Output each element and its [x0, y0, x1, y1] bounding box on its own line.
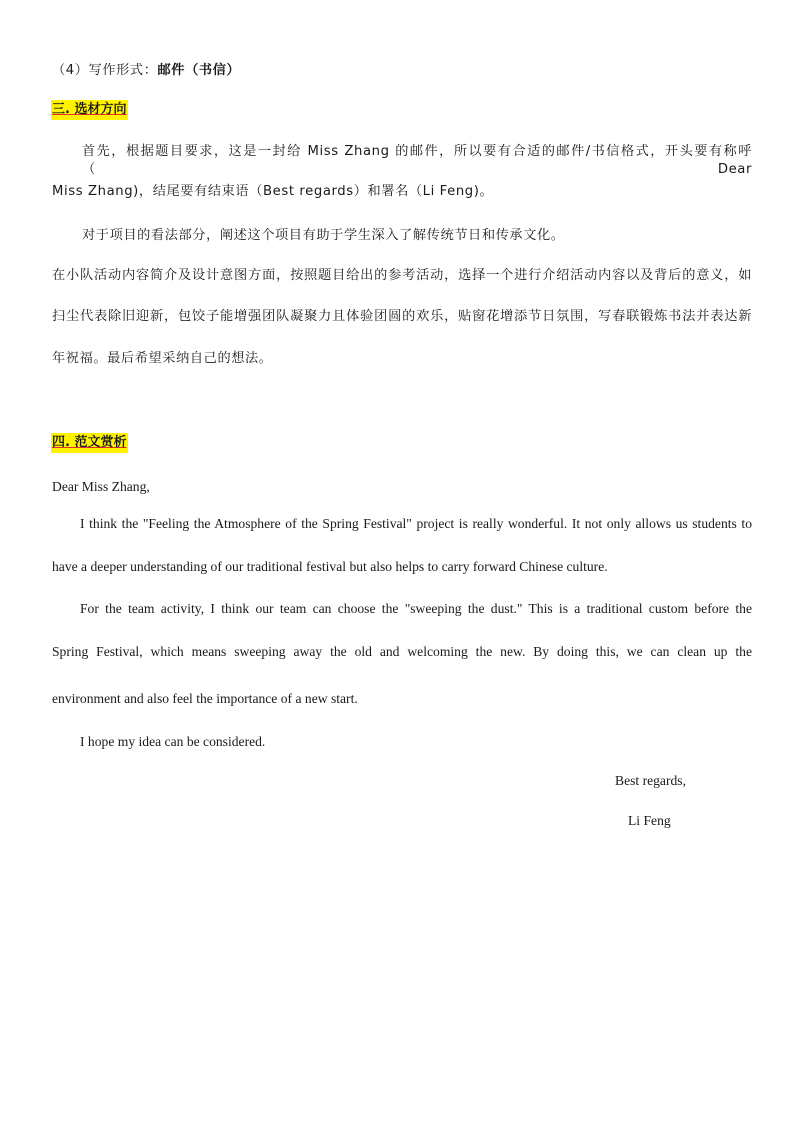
letter-paragraph2-line2: Spring Festival, which means sweeping away the old and welcoming the new. By doing this, we can clean up the [52, 644, 752, 659]
section3-paragraph2-line1: 对于项目的看法部分，阐述这个项目有助于学生深入了解传统节日和传承文化。 [82, 228, 565, 243]
writing-form-label: （4）写作形式： [52, 63, 158, 78]
letter-paragraph1-line2: have a deeper understanding of our traditional festival but also helps to carry forward Chinese culture. [52, 559, 608, 574]
section-heading-material-direction: 三. 选材方向 [51, 100, 128, 120]
section-heading-sample-essay: 四. 范文赏析 [51, 433, 128, 453]
letter-signature: Li Feng [628, 813, 671, 828]
writing-form-value: 邮件（书信） [157, 63, 241, 78]
letter-paragraph3-line1: I hope my idea can be considered. [80, 734, 266, 749]
letter-closing: Best regards, [615, 773, 686, 788]
letter-paragraph2-line1: For the team activity, I think our team can choose the "sweeping the dust." This is a traditional custom before the [80, 601, 752, 616]
letter-paragraph1-line1: I think the "Feeling the Atmosphere of the Spring Festival" project is really wonderful. It not only allows us students to [80, 516, 752, 531]
section3-paragraph1-line2: Miss Zhang)，结尾要有结束语（Best regards）和署名（Li Feng)。 [52, 184, 494, 199]
writing-form-item [52, 62, 240, 80]
section3-paragraph3-line1: 在小队活动内容简介及设计意图方面，按照题目给出的参考活动，选择一个进行介绍活动内容以及背后的意义，如 [52, 268, 752, 283]
letter-salutation: Dear Miss Zhang, [52, 479, 150, 494]
section3-paragraph3-line3: 年祝福。最后希望采纳自己的想法。 [52, 351, 273, 366]
section3-paragraph3-line2: 扫尘代表除旧迎新，包饺子能增强团队凝聚力且体验团圆的欢乐，贴窗花增添节日氛围，写春联锻炼书法并表达新 [52, 309, 752, 324]
section3-paragraph1-line1: 首先，根据题目要求，这是一封给 Miss Zhang 的邮件，所以要有合适的邮件/书信格式，开头要有称呼（Dear [82, 144, 752, 177]
letter-paragraph2-line3: environment and also feel the importance of a new start. [52, 691, 358, 706]
